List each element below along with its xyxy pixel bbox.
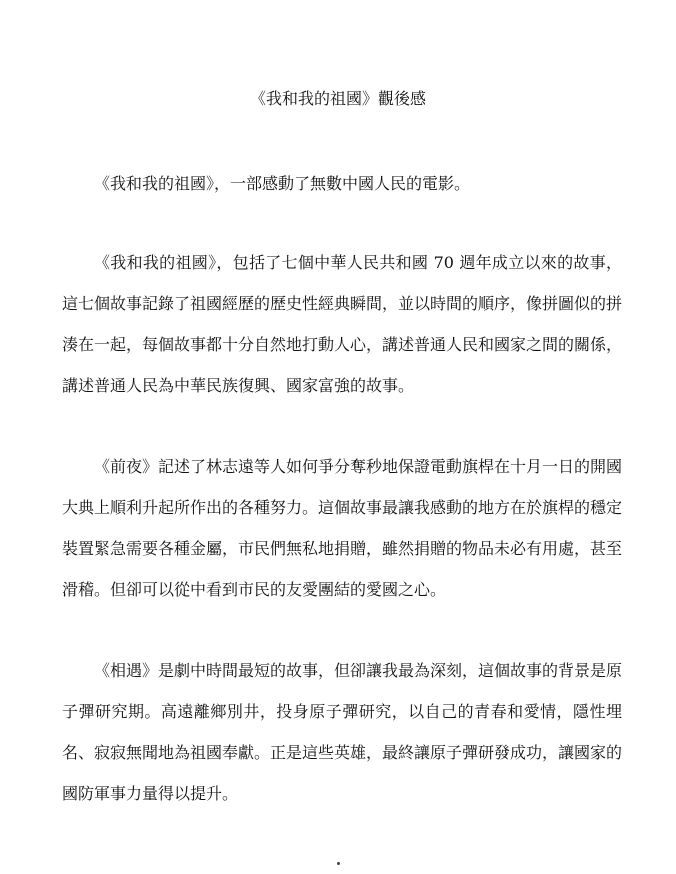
page-footer-mark (337, 862, 340, 865)
paragraph-intro: 《我和我的祖國》，一部感動了無數中國人民的電影。 (94, 174, 471, 193)
paragraph-overview: 《我和我的祖國》，包括了七個中華人民共和國 70 週年成立以來的故事，這七個故事記錄了祖國經歷的歷史性經典瞬間，並以時間的順序，像拼圖似的拼湊在一起，每個故事都十分自然地打動人心，講述普通人民和國家之間的關係，講述普通人民為中華民族復興、國家富強的故事。 (62, 253, 623, 395)
paragraph-eve: 《前夜》記述了林志遠等人如何爭分奪秒地保證電動旗桿在十月一日的開國大典上順利升起所作出的各種努力。這個故事最讓我感動的地方在於旗桿的穩定裝置緊急需要各種金屬，市民們無私地捐贈，雖然捐贈的物品未必有用處，甚至滑稽。但卻可以從中看到市民的友愛團結的愛國之心。 (62, 457, 623, 599)
document-title: 《我和我的祖國》觀後感 (249, 89, 426, 108)
paragraph-encounter: 《相遇》是劇中時間最短的故事，但卻讓我最為深刻，這個故事的背景是原子彈研究期。高遠離鄉別井，投身原子彈研究，以自己的青春和愛情，隱性埋名、寂寂無聞地為祖國奉獻。正是這些英雄，最終讓原子彈研發成功，讓國家的國防軍事力量得以提升。 (62, 661, 623, 803)
